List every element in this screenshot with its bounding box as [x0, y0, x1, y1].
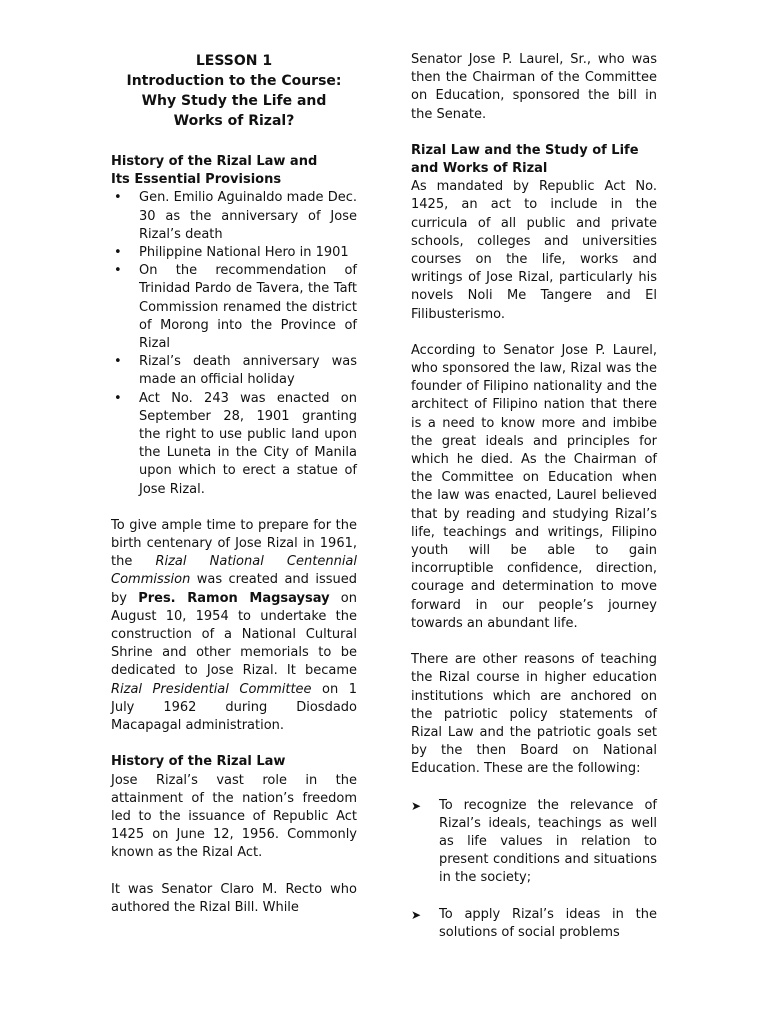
list-item-text: Act No. 243 was enacted on September 28, 1901 granting the right to use public land upon the Luneta in the City of Manila upon which to erect a statue of Jose Rizal. [139, 390, 357, 497]
list-item [411, 797, 657, 888]
lesson-title-line-1: Introduction to the Course: [126, 73, 342, 89]
bullet-icon: • [114, 190, 122, 206]
list-item-text: Gen. Emilio Aguinaldo made Dec. 30 as the anniversary of Jose Rizal’s death [139, 190, 357, 242]
lesson-number: LESSON 1 [195, 53, 273, 69]
committee-name: Rizal Presidential Committee [111, 681, 312, 697]
heading-line: and Works of Rizal [411, 161, 548, 177]
arrow-bullet-icon: ➤ [411, 798, 422, 813]
bullet-icon: • [114, 354, 122, 370]
list-spacer [411, 888, 657, 906]
section-heading-history-rizal-law: History of the Rizal Law [111, 754, 286, 770]
text-run: on 1 July 1962 during Diosdado Macapagal administration. [111, 681, 357, 734]
reasons-paragraph: There are other reasons of teaching the Rizal course in higher education institutions which are anchored on the patriotic policy statements of Rizal Law and the patriotic goals set by the then Board on National Education. These are the following: [411, 652, 657, 777]
rizal-act-paragraph: Jose Rizal’s vast role in the attainment of the nation’s freedom led to the issuance of Republic Act 1425 on June 12, 1956. Commonly known as the Rizal Act. [111, 772, 357, 861]
provisions-list [111, 189, 357, 498]
left-column [111, 0, 357, 917]
list-item [111, 262, 357, 353]
text-run: was created and issued by [111, 572, 357, 606]
lesson-title-line-2: Why Study the Life and [141, 93, 327, 109]
list-item-text: To apply Rizal’s ideas in the solutions of social problems [439, 906, 657, 940]
mandate-paragraph: As mandated by Republic Act No. 1425, an act to include in the curricula of all public and private schools, colleges and universities courses on the life, works and writings of Jose Rizal, particularly his novels Noli Me Tangere and El Filibusterismo. [411, 179, 657, 322]
list-item [111, 244, 357, 262]
laurel-sponsor-paragraph: Senator Jose P. Laurel, Sr., who was then the Chairman of the Committee on Education, sponsored the bill in the Senate. [411, 52, 657, 122]
lesson-title-line-3: Works of Rizal? [173, 113, 295, 129]
text-run: To give ample time to prepare for the birth centenary of Jose Rizal in 1961, the [111, 517, 357, 570]
laurel-paragraph: According to Senator Jose P. Laurel, who sponsored the law, Rizal was the founder of Filipino nationality and the architect of Filipino nation that there is a need to know more and imbibe the great ideals and principles for which he died. As the Chairman of the Committee on Education when the law was enacted, Laurel believed that by reading and studying Rizal’s life, teachings and writings, Filipino youth will be able to gain incorruptible confidence, direction, courage and determination to move forward in our people’s journey towards an abundant life. [411, 342, 657, 631]
recto-paragraph: It was Senator Claro M. Recto who authored the Rizal Bill. While [111, 881, 357, 915]
list-item [411, 906, 657, 942]
heading-line: History of the Rizal Law and [111, 154, 318, 169]
bullet-icon: • [114, 390, 122, 406]
list-item-text: To recognize the relevance of Rizal’s ideals, teachings as well as life values in relation to present conditions and situations in the society; [439, 797, 657, 886]
list-item-text: Rizal’s death anniversary was made an official holiday [139, 354, 357, 388]
section-heading-rizal-law-study [411, 142, 657, 178]
centennial-paragraph [111, 517, 357, 735]
bullet-icon: • [114, 263, 122, 279]
list-item [111, 390, 357, 499]
right-column [411, 0, 657, 942]
president-name: Pres. Ramon Magsaysay [138, 590, 330, 606]
heading-line: Its Essential Provisions [111, 172, 282, 188]
arrow-bullet-icon: ➤ [411, 907, 422, 922]
section-heading-rizal-law-provisions [111, 153, 357, 189]
list-item-text: Philippine National Hero in 1901 [139, 245, 349, 261]
list-item-text: On the recommendation of Trinidad Pardo de Tavera, the Taft Commission renamed the district of Morong into the Province of Rizal [139, 263, 357, 352]
bullet-icon: • [114, 245, 122, 261]
heading-line: Rizal Law and the Study of Life [411, 142, 639, 158]
text-run: on August 10, 1954 to undertake the construction of a National Cultural Shrine and other memorials to be dedicated to Jose Rizal. It became [111, 590, 358, 679]
lesson-title [111, 51, 357, 131]
reasons-list [411, 797, 657, 942]
list-item [111, 353, 357, 389]
commission-name: Rizal National Centennial Commission [111, 554, 358, 588]
list-item [111, 189, 357, 244]
